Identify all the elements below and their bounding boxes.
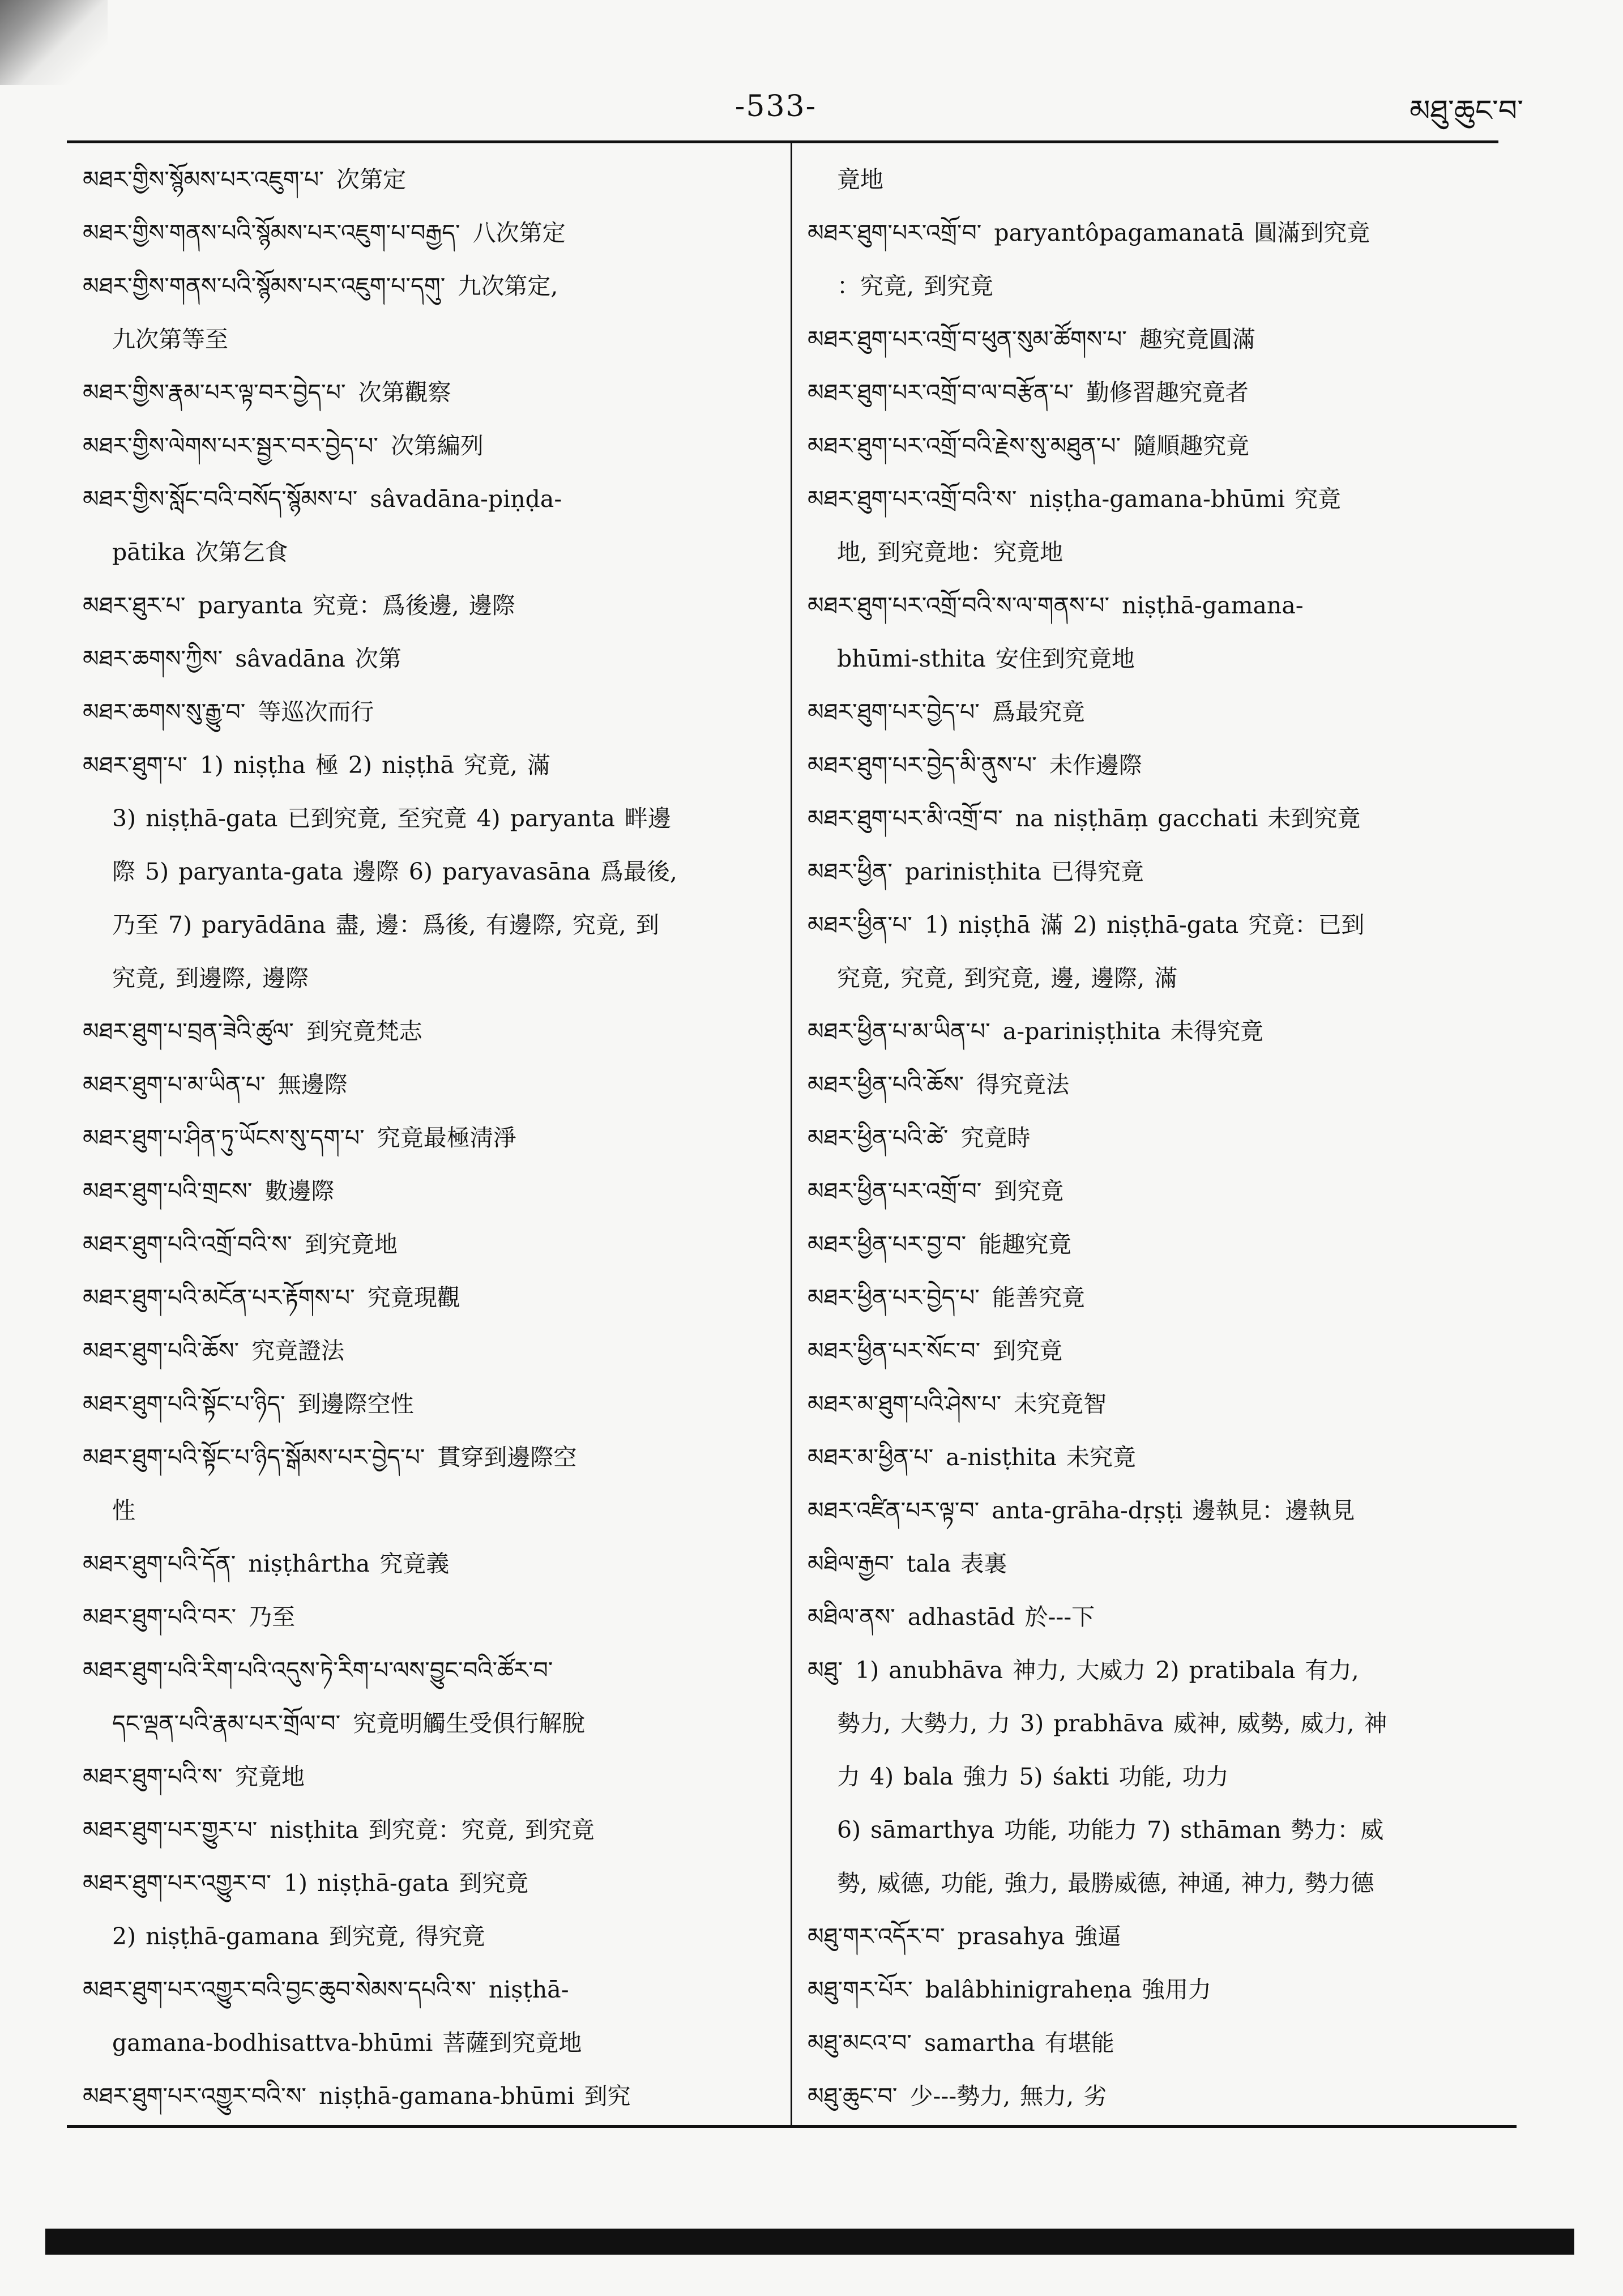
entry-definition: 究竟時: [960, 1124, 1031, 1151]
entry-definition: niṣṭhā-: [488, 1976, 569, 2003]
entry-continuation: [808, 951, 1493, 1005]
dictionary-entry: [83, 579, 757, 632]
tibetan-headword: མཐར་ཐུག་པའི་གྲངས་: [83, 1177, 253, 1205]
tibetan-headword: མཐར་ཐུག་པར་འགྱུར་བའི་བྱང་ཆུབ་སེམས་དཔའི་ས་: [83, 1976, 476, 2003]
entry-continuation: [808, 1803, 1493, 1857]
tibetan-headword: མཐར་ཕྱིན་: [808, 858, 892, 885]
entry-definition: 爲最究竟: [992, 698, 1085, 725]
tibetan-headword: མཐར་ཐུག་པ་མ་ཡིན་པ་: [83, 1071, 266, 1098]
entry-definition: gamana-bodhisattva-bhūmi 菩薩到究竟地: [112, 2029, 582, 2056]
tibetan-headword: མཐིལ་རྒྱབ་: [808, 1550, 894, 1577]
entry-definition: 勢力, 大勢力, 力 3) prabhāva 威神, 威勢, 威力, 神: [837, 1710, 1387, 1737]
tibetan-headword: མཐར་ཐུག་པར་འགྱུར་བའི་ས་: [83, 2082, 306, 2110]
entry-definition: a-pariniṣṭhita 未得究竟: [1002, 1018, 1264, 1045]
dictionary-entry: [808, 206, 1493, 259]
dictionary-entry: [808, 1537, 1493, 1590]
dictionary-entry: [808, 1164, 1493, 1218]
entry-definition: 竟地: [837, 166, 883, 193]
entry-definition: nisṭhita 到究竟：究竟, 到究竟: [270, 1816, 595, 1843]
entry-definition: 未究竟智: [1014, 1390, 1107, 1418]
tibetan-headword: མཐར་ཕྱིན་པར་བྱ་བ་: [808, 1231, 967, 1258]
dictionary-entry: [83, 2069, 757, 2123]
entry-continuation: [83, 792, 757, 845]
dictionary-entry: [83, 1005, 757, 1058]
dictionary-entry: [808, 739, 1493, 792]
tibetan-headword: མཐར་ཕྱིན་པའི་ཚེ་: [808, 1124, 949, 1151]
dictionary-entry: [808, 1963, 1493, 2016]
entry-definition: 貫穿到邊際空: [437, 1444, 577, 1471]
entry-definition: samartha 有堪能: [924, 2029, 1114, 2056]
entry-definition: paryantôpagamanatā 圓滿到究竟: [994, 219, 1370, 246]
entry-definition: bhūmi-sthita 安住到究竟地: [837, 645, 1135, 672]
entry-definition: na niṣṭhāṃ gacchati 未到究竟: [1015, 805, 1361, 832]
tibetan-headword: མཐར་ཐུག་པར་འགྲོ་བ་ཕུན་སུམ་ཚོགས་པ་: [808, 326, 1127, 353]
tibetan-headword: མཐར་ཕྱིན་པར་སོང་བ་: [808, 1337, 981, 1364]
dictionary-entry: [83, 1803, 757, 1857]
entry-continuation: [808, 153, 1493, 206]
tibetan-headword: མཐར་ཐུག་པར་འགྲོ་བའི་ས་: [808, 485, 1017, 513]
tibetan-headword: མཐར་ཕྱིན་པ་: [808, 911, 912, 938]
tibetan-headword: མཐར་ཐུག་པ་: [83, 752, 187, 779]
entry-definition: balâbhinigraheṇa 強用力: [925, 1976, 1211, 2003]
tibetan-headword: མཐར་ཕྱིན་པ་མ་ཡིན་པ་: [808, 1018, 990, 1045]
dictionary-entry: [808, 2069, 1493, 2123]
tibetan-headword: མཐར་གྱིས་ལེགས་པར་སྦྱར་བར་བྱེད་པ་: [83, 432, 378, 459]
tibetan-headword: མཐར་གྱིས་གནས་པའི་སྙོམས་པར་འཇུག་པ་དགུ་: [83, 272, 446, 300]
dictionary-entry: [808, 472, 1493, 526]
tibetan-headword: མཐར་མ་ཐུག་པའི་ཤེས་པ་: [808, 1390, 1002, 1418]
scan-bottom-band: [45, 2229, 1574, 2255]
tibetan-headword: མཐུ་གར་འདོར་བ་: [808, 1923, 945, 1950]
entry-definition: 等巡次而行: [258, 698, 374, 725]
dictionary-entry: [83, 1111, 757, 1164]
dictionary-entry: [808, 366, 1493, 419]
dictionary-entry: [83, 1377, 757, 1431]
tibetan-headword: མཐུ་ཆུང་བ་: [808, 2082, 898, 2110]
dictionary-entry: [808, 1324, 1493, 1377]
entry-continuation: [83, 1484, 757, 1537]
entry-definition: pātika 次第乞食: [112, 539, 288, 566]
dictionary-entry: [808, 1058, 1493, 1111]
tibetan-headword: མཐར་ཐུར་པ་: [83, 592, 186, 619]
tibetan-headword: མཐར་ཐུག་པར་འགྱུར་བ་: [83, 1870, 271, 1897]
entry-continuation: [808, 526, 1493, 579]
entry-definition: a-nisṭhita 未究竟: [946, 1444, 1137, 1471]
entry-definition: 到究竟梵志: [306, 1018, 422, 1045]
scan-corner-smudge: [0, 0, 108, 85]
entry-definition: 乃至: [249, 1603, 296, 1631]
entry-continuation: [83, 313, 757, 366]
entry-definition: 數邊際: [264, 1177, 335, 1205]
tibetan-headword: མཐར་གྱིས་གནས་པའི་སྙོམས་པར་འཇུག་པ་བརྒྱད་: [83, 219, 460, 246]
tibetan-headword: མཐར་ཐུག་པར་མི་འགྲོ་བ་: [808, 805, 1003, 832]
entry-definition: 乃至 7) paryādāna 盡, 邊：爲後, 有邊際, 究竟, 到: [112, 911, 659, 938]
dictionary-entry: [83, 419, 757, 472]
dictionary-entry: [808, 792, 1493, 845]
tibetan-headword: མཐར་ཕྱིན་པར་བྱེད་པ་: [808, 1284, 980, 1311]
tibetan-headword: མཐར་འཛིན་པར་ལྟ་བ་: [808, 1497, 980, 1524]
entry-definition: adhastād 於---下: [907, 1603, 1095, 1631]
entry-continuation: [808, 632, 1493, 685]
entry-definition: 到究竟: [994, 1177, 1064, 1205]
tibetan-headword: མཐར་ཐུག་པར་འགྲོ་བའི་ས་ལ་གནས་པ་: [808, 592, 1110, 619]
entry-continuation: [83, 1697, 757, 1750]
entry-definition: anta-grāha-dṛṣṭi 邊執見：邊執見: [992, 1497, 1355, 1524]
entry-definition: ：究竟, 到究竟: [837, 272, 994, 300]
entry-continuation: [808, 259, 1493, 313]
dictionary-entry: [808, 1377, 1493, 1431]
tibetan-headword: མཐར་གྱིས་སློང་བའི་བསོད་སྙོམས་པ་: [83, 485, 358, 513]
dictionary-entry: [808, 898, 1493, 951]
dictionary-entry: [808, 1590, 1493, 1644]
dictionary-entry: [83, 472, 757, 526]
dictionary-entry: [83, 739, 757, 792]
dictionary-entry: [83, 1644, 757, 1697]
tibetan-headword: མཐུ་: [808, 1657, 843, 1684]
dictionary-entry: [808, 313, 1493, 366]
entry-definition: niṣṭhârtha 究竟義: [248, 1550, 450, 1577]
entry-definition: 能善究竟: [992, 1284, 1085, 1311]
entry-continuation: [83, 898, 757, 951]
entry-definition: 隨順趣究竟: [1133, 432, 1250, 459]
entry-continuation: [83, 2016, 757, 2069]
tibetan-headword: མཐར་ཐུག་པར་བྱེད་མི་ནུས་པ་: [808, 752, 1037, 779]
dictionary-entry: [83, 685, 757, 739]
entry-definition: 1) niṣṭhā-gata 到究竟: [283, 1870, 529, 1897]
tibetan-headword: མཐར་ཐུག་པར་འགྲོ་བ་: [808, 219, 982, 246]
right-column: [808, 153, 1493, 2123]
entry-definition: 未作邊際: [1049, 752, 1142, 779]
dictionary-entry: [83, 1590, 757, 1644]
bottom-rule: [67, 2125, 1517, 2128]
left-column: [83, 153, 757, 2123]
tibetan-headword: མཐར་ཆགས་སུ་རྒྱུ་བ་: [83, 698, 246, 725]
top-rule: [67, 140, 1498, 143]
entry-definition: 九次第定,: [458, 272, 558, 300]
dictionary-entry: [808, 1005, 1493, 1058]
dictionary-entry: [808, 1271, 1493, 1324]
entry-definition: sâvadāna 次第: [235, 645, 402, 672]
tibetan-headword: མཐར་ཐུག་པའི་བར་: [83, 1603, 237, 1631]
entry-definition: sâvadāna-piṇḍa-: [370, 485, 562, 513]
entry-definition: paryanta 究竟：爲後邊, 邊際: [198, 592, 515, 619]
dictionary-entry: [808, 2016, 1493, 2069]
entry-definition: 地, 到究竟地：究竟地: [837, 539, 1064, 566]
tibetan-headword: མཐར་ཐུག་པ་ཤིན་ཏུ་ཡོངས་སུ་དག་པ་: [83, 1124, 365, 1151]
entry-definition: 勤修習趣究竟者: [1086, 379, 1249, 406]
dictionary-entry: [83, 1431, 757, 1484]
tibetan-headword: མཐར་ཐུག་པའི་རིག་པའི་འདུས་ཏེ་རིག་པ་ལས་བྱུང་བའི་ཚོར་བ་: [83, 1657, 553, 1684]
entry-continuation: [808, 1697, 1493, 1750]
entry-definition: 次第觀察: [358, 379, 451, 406]
entry-definition: 勢, 威德, 功能, 強力, 最勝威德, 神通, 神力, 勢力德: [837, 1870, 1374, 1897]
tibetan-headword: མཐར་གྱིས་རྣམ་པར་ལྟ་བར་བྱེད་པ་: [83, 379, 346, 406]
tibetan-headword: མཐར་མ་ཕྱིན་པ་: [808, 1444, 934, 1471]
entry-definition: 少---勢力, 無力, 劣: [909, 2082, 1107, 2110]
dictionary-entry: [83, 1963, 757, 2016]
tibetan-headword: དང་ལྡན་པའི་རྣམ་པར་གྲོལ་བ་: [112, 1710, 341, 1737]
dictionary-entry: [83, 1750, 757, 1803]
dictionary-entry: [83, 632, 757, 685]
dictionary-entry: [83, 259, 757, 313]
entry-definition: 2) niṣṭhā-gamana 到究竟, 得究竟: [112, 1923, 485, 1950]
dictionary-entry: [808, 1431, 1493, 1484]
dictionary-entry: [83, 1857, 757, 1910]
entry-definition: 1) niṣṭhā 滿 2) niṣṭhā-gata 究竟：已到: [924, 911, 1365, 938]
dictionary-entry: [83, 1058, 757, 1111]
tibetan-headword: མཐར་ཐུག་པ་བྲན་ཟེའི་ཚུལ་: [83, 1018, 294, 1045]
entry-definition: 究竟最極淸淨: [377, 1124, 516, 1151]
dictionary-entry: [808, 1644, 1493, 1697]
tibetan-headword: མཐར་ཐུག་པར་འགྲོ་བ་ལ་བརྩོན་པ་: [808, 379, 1074, 406]
entry-definition: niṣṭha-gamana-bhūmi 究竟: [1029, 485, 1341, 513]
entry-definition: niṣṭhā-gamana-bhūmi 到究: [319, 2082, 631, 2110]
column-divider: [791, 142, 792, 2126]
dictionary-entry: [808, 685, 1493, 739]
entry-definition: 究竟, 究竟, 到究竟, 邊, 邊際, 滿: [837, 965, 1178, 992]
entry-continuation: [808, 1857, 1493, 1910]
entry-continuation: [83, 1910, 757, 1963]
tibetan-headword: མཐར་ཐུག་པའི་ཆོས་: [83, 1337, 240, 1364]
entry-definition: 3) niṣṭhā-gata 已到究竟, 至究竟 4) paryanta 畔邊: [112, 805, 671, 832]
entry-definition: 到究竟地: [304, 1231, 398, 1258]
entry-definition: 1) anubhāva 神力, 大威力 2) pratibala 有力,: [855, 1657, 1359, 1684]
entry-definition: 6) sāmarthya 功能, 功能力 7) sthāman 勢力：威: [837, 1816, 1384, 1843]
entry-definition: 力 4) bala 強力 5) śakti 功能, 功力: [837, 1763, 1229, 1790]
entry-definition: 九次第等至: [112, 326, 228, 353]
tibetan-headword: མཐར་ཐུག་པར་གྱུར་པ་: [83, 1816, 258, 1843]
entry-definition: 得究竟法: [976, 1071, 1070, 1098]
entry-definition: 能趣究竟: [979, 1231, 1072, 1258]
tibetan-headword: མཐར་གྱིས་སྙོམས་པར་འཇུག་པ་: [83, 166, 324, 193]
dictionary-entry: [808, 1910, 1493, 1963]
entry-definition: niṣṭhā-gamana-: [1122, 592, 1304, 619]
entry-definition: 八次第定: [472, 219, 566, 246]
dictionary-entry: [808, 845, 1493, 898]
entry-continuation: [83, 845, 757, 898]
entry-definition: 次第編列: [390, 432, 484, 459]
tibetan-headword: མཐར་ཕྱིན་པའི་ཆོས་: [808, 1071, 964, 1098]
dictionary-entry: [83, 1271, 757, 1324]
entry-definition: 性: [112, 1497, 135, 1524]
tibetan-headword: མཐར་ཐུག་པའི་འགྲོ་བའི་ས་: [83, 1231, 292, 1258]
page-number: -533-: [734, 89, 817, 123]
tibetan-headword: མཐར་ཐུག་པར་འགྲོ་བའི་རྗེས་སུ་མཐུན་པ་: [808, 432, 1121, 459]
entry-definition: tala 表裏: [906, 1550, 1007, 1577]
dictionary-entry: [83, 153, 757, 206]
entry-definition: 1) niṣṭha 極 2) niṣṭhā 究竟, 滿: [199, 752, 550, 779]
tibetan-headword: མཐུ་གར་པོར་: [808, 1976, 913, 2003]
entry-continuation: [83, 951, 757, 1005]
entry-definition: parinisṭhita 已得究竟: [904, 858, 1144, 885]
tibetan-headword: མཐར་ཐུག་པའི་དོན་: [83, 1550, 236, 1577]
tibetan-headword: མཐར་ཕྱིན་པར་འགྲོ་བ་: [808, 1177, 982, 1205]
entry-definition: 際 5) paryanta-gata 邊際 6) paryavasāna 爲最後,: [112, 858, 677, 885]
entry-definition: 究竟, 到邊際, 邊際: [112, 965, 309, 992]
dictionary-entry: [83, 1324, 757, 1377]
tibetan-headword: མཐར་ཐུག་པར་བྱེད་པ་: [808, 698, 980, 725]
dictionary-entry: [83, 206, 757, 259]
tibetan-headword: མཐུ་མངའ་བ་: [808, 2029, 912, 2056]
tibetan-headword: མཐར་ཐུག་པའི་སྟོང་པ་ཉིད་: [83, 1390, 285, 1418]
tibetan-headword: མཐར་ཐུག་པའི་མངོན་པར་རྟོགས་པ་: [83, 1284, 355, 1311]
tibetan-headword: མཐར་ཐུག་པའི་ས་: [83, 1763, 223, 1790]
entry-continuation: [83, 526, 757, 579]
entry-definition: 究竟現觀: [367, 1284, 460, 1311]
dictionary-entry: [83, 1537, 757, 1590]
tibetan-headword: མཐར་ཐུག་པའི་སྟོང་པ་ཉིད་སྒོམས་པར་བྱེད་པ་: [83, 1444, 425, 1471]
entry-definition: 趣究竟圓滿: [1139, 326, 1255, 353]
entry-definition: 無邊際: [277, 1071, 348, 1098]
dictionary-entry: [808, 1111, 1493, 1164]
entry-definition: prasahya 強逼: [957, 1923, 1121, 1950]
dictionary-entry: [83, 366, 757, 419]
tibetan-headword: མཐར་ཆགས་ཀྱིས་: [83, 645, 223, 672]
entry-definition: 到究竟: [993, 1337, 1063, 1364]
dictionary-entry: [808, 1218, 1493, 1271]
entry-definition: 究竟證法: [251, 1337, 345, 1364]
entry-definition: 到邊際空性: [297, 1390, 414, 1418]
entry-definition: 究竟地: [234, 1763, 305, 1790]
dictionary-entry: [83, 1164, 757, 1218]
entry-continuation: [808, 1750, 1493, 1803]
entry-definition: 究竟明觸生受俱行解脫: [353, 1710, 586, 1737]
tibetan-headword: མཐིལ་ནས་: [808, 1603, 895, 1631]
dictionary-entry: [808, 419, 1493, 472]
dictionary-entry: [808, 1484, 1493, 1537]
entry-definition: 次第定: [336, 166, 406, 193]
running-title: མཐུ་ཆུང་བ་: [1409, 94, 1523, 128]
dictionary-entry: [83, 1218, 757, 1271]
dictionary-entry: [808, 579, 1493, 632]
